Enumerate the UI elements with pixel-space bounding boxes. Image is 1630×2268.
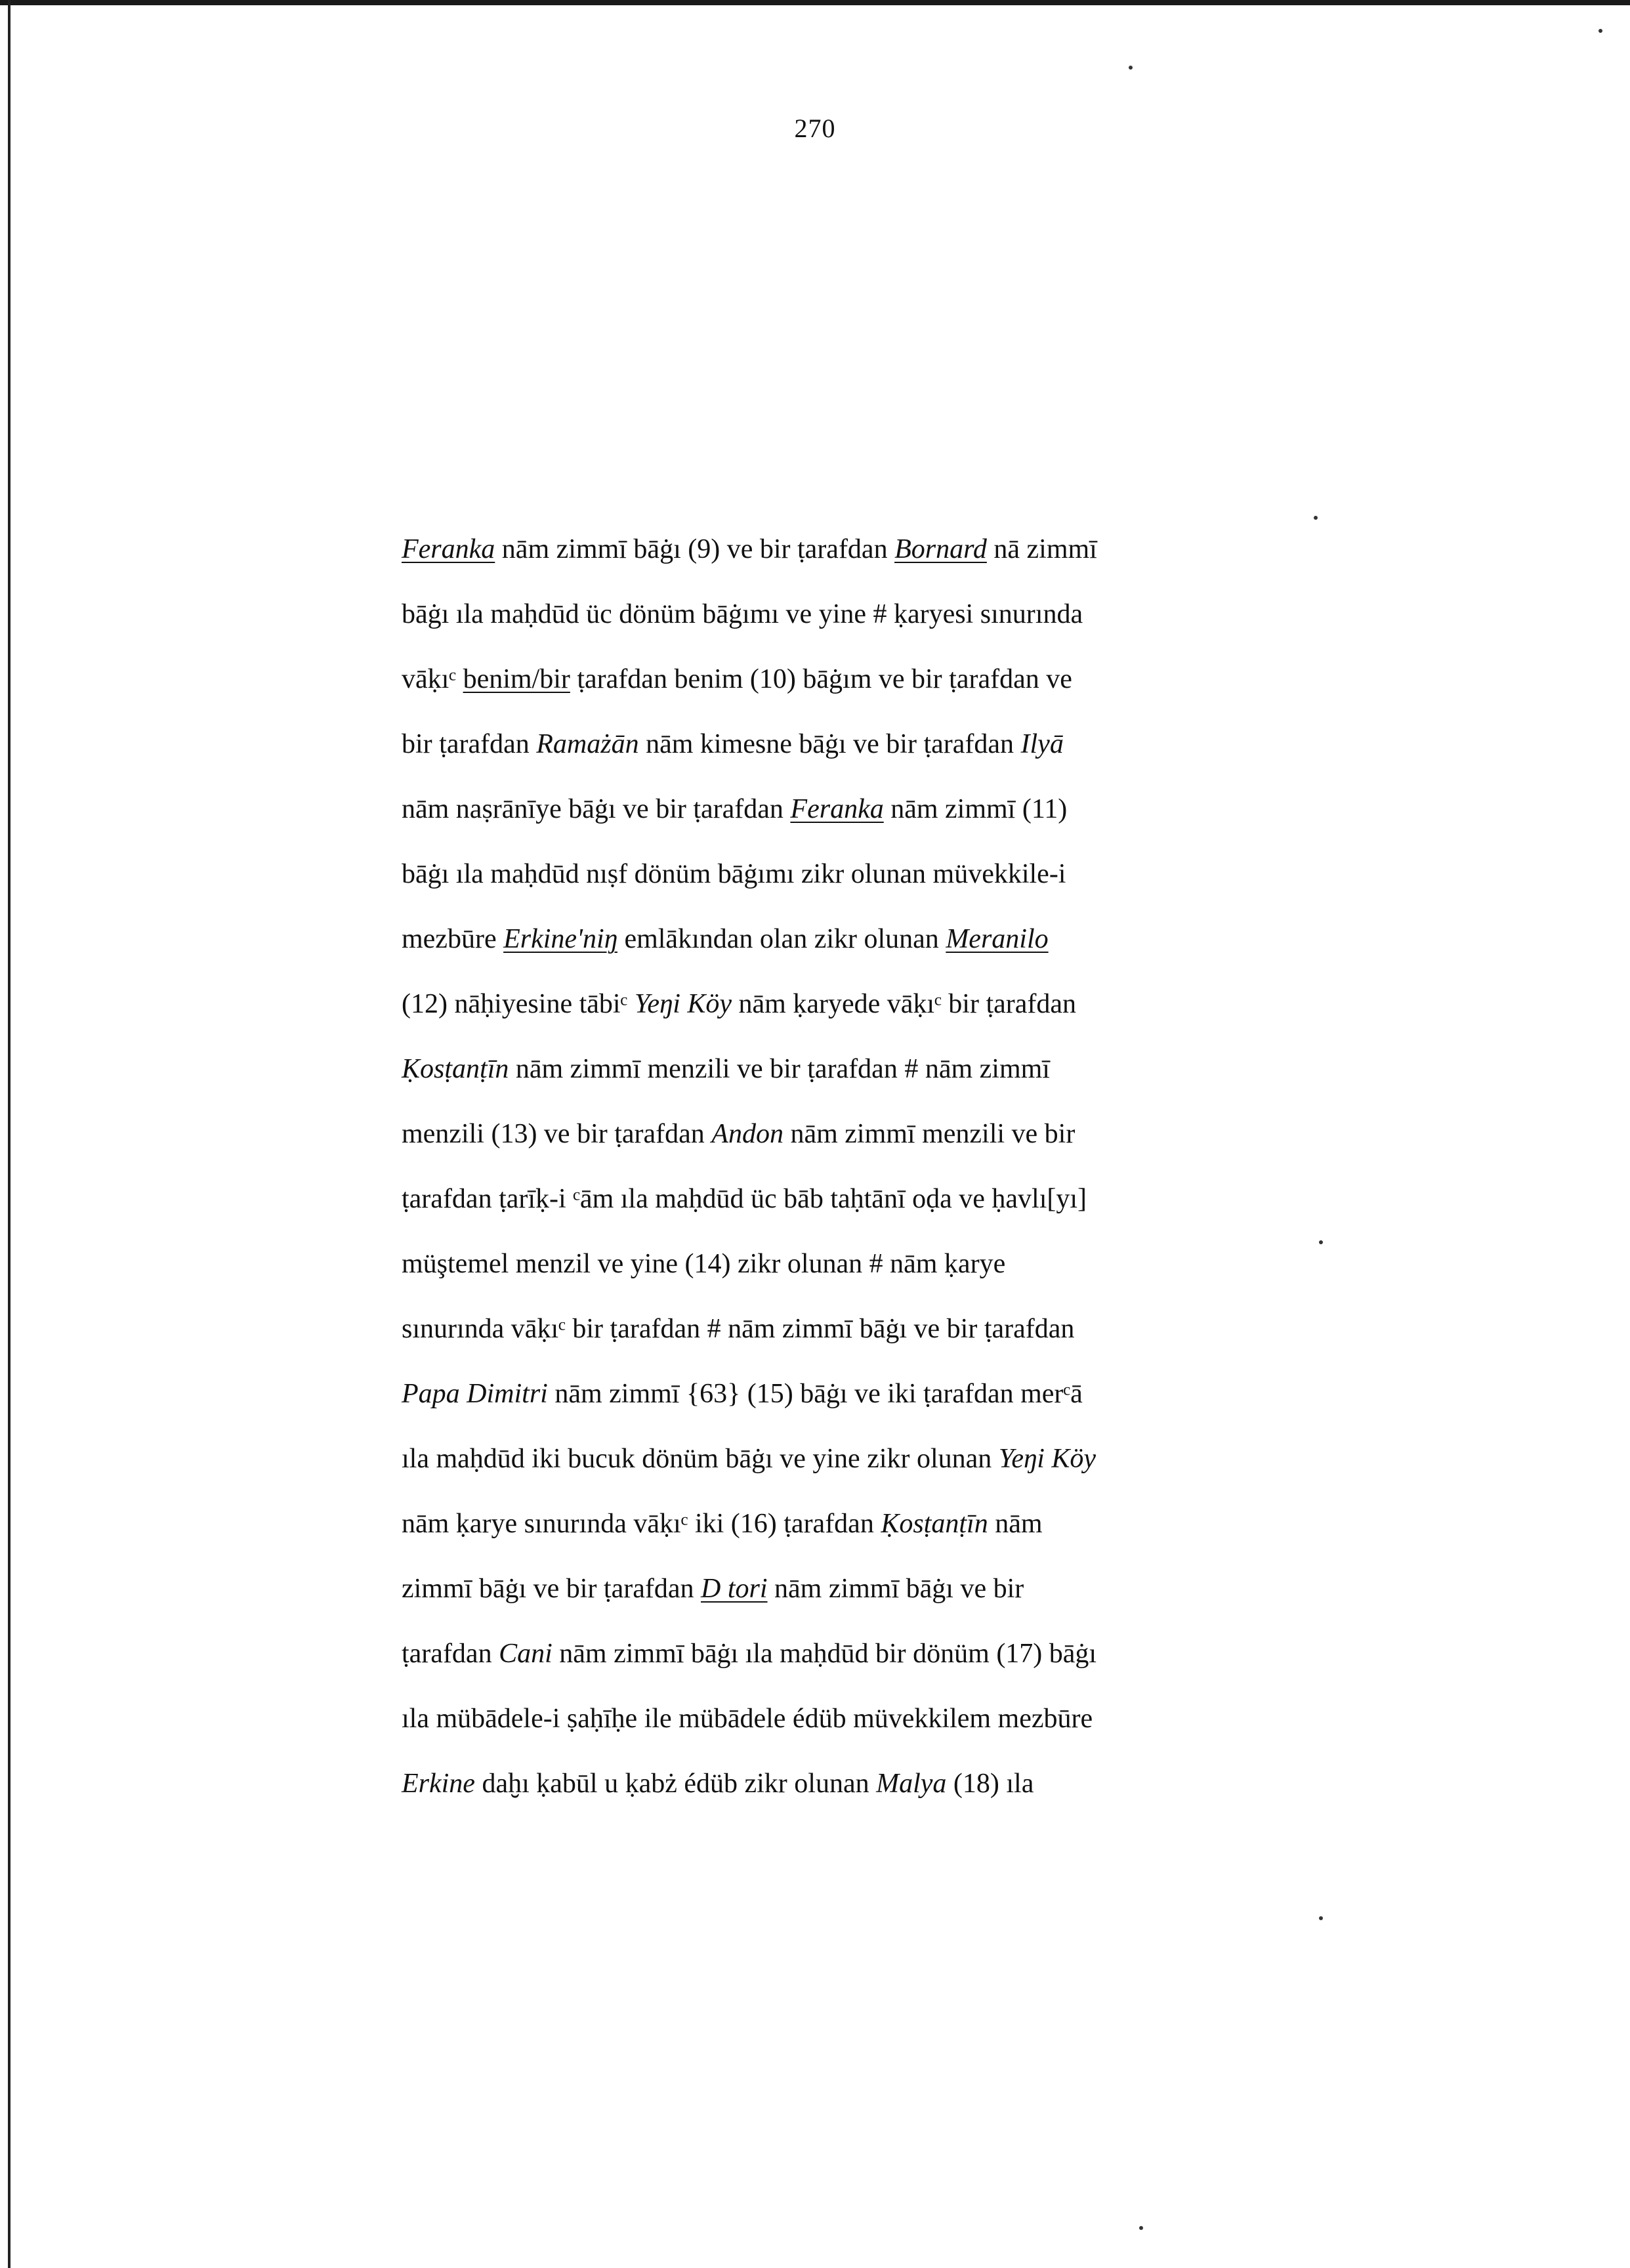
proper-name: Yeŋi Köy bbox=[998, 1444, 1097, 1474]
text-line bbox=[402, 1362, 1255, 1427]
proper-name: Andon bbox=[711, 1119, 784, 1149]
proper-name: Malya bbox=[876, 1769, 947, 1799]
text-segment: nām bbox=[988, 1509, 1043, 1539]
text-segment: menzili (13) ve bir ṭarafdan bbox=[402, 1119, 712, 1149]
scan-speck bbox=[1599, 29, 1602, 33]
text-segment: bāġı ıla maḥdūd nıṣf dönüm bāġımı zikr olunan müvekkile-i bbox=[402, 859, 1066, 889]
proper-name: Erkine bbox=[402, 1769, 475, 1799]
proper-name: Bornard bbox=[894, 534, 987, 564]
text-line bbox=[402, 712, 1255, 777]
text-segment: ṭarafdan benim (10) bāġım ve bir ṭarafdan ve bbox=[570, 664, 1072, 694]
page-number: 270 bbox=[794, 114, 836, 143]
text-segment: nām zimmī menzili ve bir ṭarafdan # nām zimmī bbox=[509, 1054, 1050, 1084]
scan-left-edge bbox=[8, 0, 10, 2268]
text-segment: ṭarafdan bbox=[402, 1639, 499, 1669]
text-line bbox=[402, 777, 1255, 842]
text-segment: nām zimmī bāġı ve bir bbox=[767, 1574, 1024, 1604]
text-segment: nām ḳarye sınurında vāḳıᶜ iki (16) ṭarafdan bbox=[402, 1509, 881, 1539]
text-segment: (18) ıla bbox=[946, 1769, 1034, 1799]
text-segment: nām kimesne bāġı ve bir ṭarafdan bbox=[638, 729, 1021, 759]
text-segment: nām zimmī (11) bbox=[883, 794, 1068, 824]
text-segment: daḫı ḳabūl u ḳabż édüb zikr olunan bbox=[474, 1769, 877, 1799]
text-segment: bir ṭarafdan bbox=[402, 729, 537, 759]
text-segment: sınurında vāḳıᶜ bir ṭarafdan # nām zimmī bāġı ve bir ṭarafdan bbox=[402, 1314, 1075, 1344]
scan-top-edge bbox=[0, 0, 1630, 5]
text-line bbox=[402, 582, 1255, 647]
text-segment: nām zimmī {63} (15) bāġı ve iki ṭarafdan merᶜā bbox=[547, 1379, 1083, 1409]
scan-speck bbox=[1319, 1916, 1323, 1920]
text-segment: nām zimmī bāġı ıla maḥdūd bir dönüm (17) bāġı bbox=[552, 1639, 1097, 1669]
scan-speck bbox=[1314, 516, 1318, 520]
proper-name: Feranka bbox=[402, 534, 495, 564]
text-segment: nām naṣrānīye bāġı ve bir ṭarafdan bbox=[402, 794, 791, 824]
text-line bbox=[402, 1232, 1255, 1297]
text-line bbox=[402, 1622, 1255, 1687]
text-line bbox=[402, 1427, 1255, 1492]
proper-name: Ilyā bbox=[1020, 729, 1064, 759]
text-segment: bāġı ıla maḥdūd üc dönüm bāġımı ve yine # ḳaryesi sınurında bbox=[402, 599, 1083, 629]
text-segment: müştemel menzil ve yine (14) zikr olunan # nām ḳarye bbox=[402, 1249, 1006, 1279]
text-segment: nām ḳaryede vāḳıᶜ bir ṭarafdan bbox=[732, 989, 1077, 1019]
proper-name: Cani bbox=[499, 1639, 553, 1669]
scan-speck bbox=[1319, 1240, 1323, 1244]
scan-speck bbox=[1139, 2226, 1143, 2230]
text-segment: vāḳıᶜ bbox=[402, 664, 463, 694]
text-line bbox=[402, 972, 1255, 1037]
proper-name: Yeŋi Köy bbox=[634, 989, 732, 1019]
text-line bbox=[402, 517, 1255, 582]
text-line bbox=[402, 647, 1255, 712]
manuscript-transcription bbox=[402, 517, 1255, 1816]
text-segment: emlākından olan zikr olunan bbox=[617, 924, 946, 954]
text-line bbox=[402, 1752, 1255, 1816]
text-line bbox=[402, 1557, 1255, 1622]
text-line bbox=[402, 842, 1255, 907]
text-line bbox=[402, 1297, 1255, 1362]
text-segment: (12) nāḥiyesine tābiᶜ bbox=[402, 989, 635, 1019]
text-segment: ṭarafdan ṭarīḳ-i ᶜām ıla maḥdūd üc bāb taḥtānī oḍa ve ḥavlı[yı] bbox=[402, 1184, 1087, 1214]
proper-name: Ramażān bbox=[536, 729, 639, 759]
text-line bbox=[402, 1102, 1255, 1167]
proper-name: D tori bbox=[701, 1574, 768, 1604]
text-line bbox=[402, 1492, 1255, 1557]
text-segment: ıla maḥdūd iki bucuk dönüm bāġı ve yine zikr olunan bbox=[402, 1444, 999, 1474]
text-segment: zimmī bāġı ve bir ṭarafdan bbox=[402, 1574, 701, 1604]
proper-name: Papa Dimitri bbox=[402, 1379, 548, 1409]
text-line bbox=[402, 1167, 1255, 1232]
text-segment: nām zimmī bāġı (9) ve bir ṭarafdan bbox=[495, 534, 895, 564]
proper-name: Ḳosṭanṭīn bbox=[881, 1509, 988, 1539]
text-segment: mezbūre bbox=[402, 924, 504, 954]
scan-speck bbox=[1129, 66, 1133, 70]
text-segment: ıla mübādele-i ṣaḥīḥe ile mübādele édüb müvekkilem mezbūre bbox=[402, 1704, 1093, 1734]
text-line bbox=[402, 1687, 1255, 1752]
proper-name: Meranilo bbox=[946, 924, 1049, 954]
text-segment: nām zimmī menzili ve bir bbox=[783, 1119, 1076, 1149]
text-line bbox=[402, 1037, 1255, 1102]
proper-name: Feranka bbox=[790, 794, 884, 824]
proper-name: Ḳosṭanṭīn bbox=[402, 1054, 509, 1084]
text-line bbox=[402, 907, 1255, 972]
text-segment: benim/bir bbox=[463, 664, 570, 694]
proper-name: Erkine'niŋ bbox=[503, 924, 617, 954]
text-segment: nā zimmī bbox=[986, 534, 1097, 564]
